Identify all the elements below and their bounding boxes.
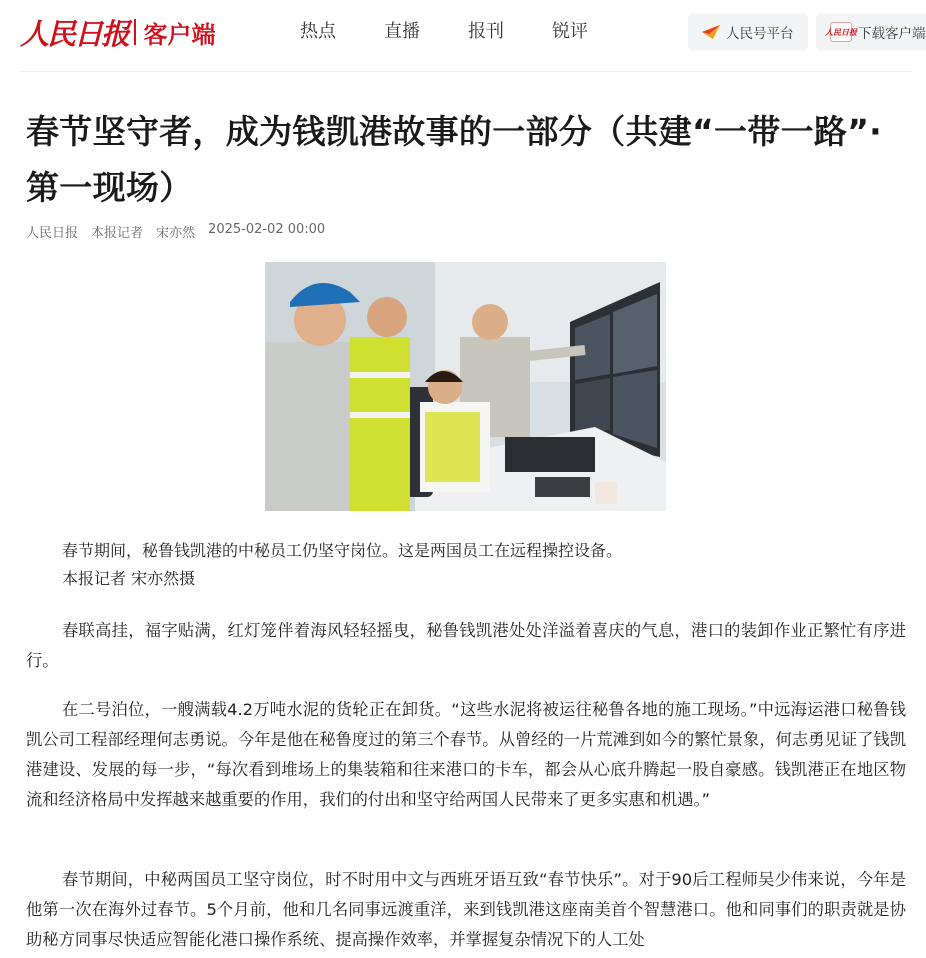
paper-plane-icon bbox=[702, 25, 720, 39]
logo-divider bbox=[134, 19, 136, 45]
header-divider bbox=[20, 71, 912, 72]
nav-item-commentary[interactable]: 锐评 bbox=[552, 21, 588, 42]
logo-subtitle: 客户端 bbox=[143, 20, 216, 49]
article-title: 春节坚守者，成为钱凯港故事的一部分（共建“一带一路”·第一现场） bbox=[26, 112, 883, 207]
download-button-label: 下载客户端 bbox=[858, 26, 926, 42]
article-meta bbox=[26, 222, 338, 241]
site-header bbox=[0, 0, 926, 72]
caption-credit: 本报记者 宋亦然摄 bbox=[62, 569, 196, 588]
nav-item-hot[interactable]: 热点 bbox=[300, 21, 336, 42]
site-logo[interactable] bbox=[20, 12, 216, 52]
photo-caption bbox=[62, 537, 622, 593]
download-button[interactable] bbox=[816, 14, 926, 50]
platform-button-label: 人民号平台 bbox=[726, 26, 794, 42]
app-logo-text: 人民日报 bbox=[830, 22, 852, 42]
article-paragraph: 春联高挂，福字贴满，红灯笼伴着海风轻轻摇曳，秘鲁钱凯港处处洋溢着喜庆的气息，港口的装卸作业正繁忙有序进行。 bbox=[26, 621, 906, 670]
logo-wordmark: 人民日报 bbox=[20, 16, 129, 51]
main-nav bbox=[300, 18, 588, 46]
article-paragraph: 春节期间，中秘两国员工坚守岗位，时不时用中文与西班牙语互致“春节快乐”。对于90后工程师吴少伟来说，今年是他第一次在海外过春节。5个月前，他和几名同事远渡重洋，来到钱凯港这座南美首个智慧港口。他和同事们的职责就是协助秘方同事尽快适应智能化港口操作系统、提高操作效率，并掌握复杂情况下的人工处 bbox=[26, 870, 906, 949]
meta-source: 人民日报 bbox=[26, 226, 79, 241]
nav-item-newspaper[interactable]: 报刊 bbox=[468, 21, 504, 42]
article-paragraph: 在二号泊位，一艘满载4.2万吨水泥的货轮正在卸货。“这些水泥将被运往秘鲁各地的施工现场。”中远海运港口秘鲁钱凯公司工程部经理何志勇说。今年是他在秘鲁度过的第三个春节。从曾经的一片荒滩到如今的繁忙景象，何志勇见证了钱凯港建设、发展的每一步，“每次看到堆场上的集装箱和往来港口的卡车，都会从心底升腾起一股自豪感。钱凯港正在地区物流和经济格局中发挥越来越重要的作用，我们的付出和坚守给两国人民带来了更多实惠和机遇。” bbox=[26, 700, 906, 809]
meta-datetime: 2025-02-02 00:00 bbox=[208, 222, 326, 237]
article-photo bbox=[265, 262, 666, 511]
meta-role: 本报记者 bbox=[91, 226, 144, 241]
caption-text: 春节期间，秘鲁钱凯港的中秘员工仍坚守岗位。这是两国员工在远程操控设备。 bbox=[62, 541, 623, 560]
platform-button[interactable] bbox=[688, 14, 808, 50]
meta-author: 宋亦然 bbox=[156, 226, 196, 241]
app-logo-icon bbox=[825, 22, 857, 42]
nav-item-live[interactable]: 直播 bbox=[384, 21, 420, 42]
